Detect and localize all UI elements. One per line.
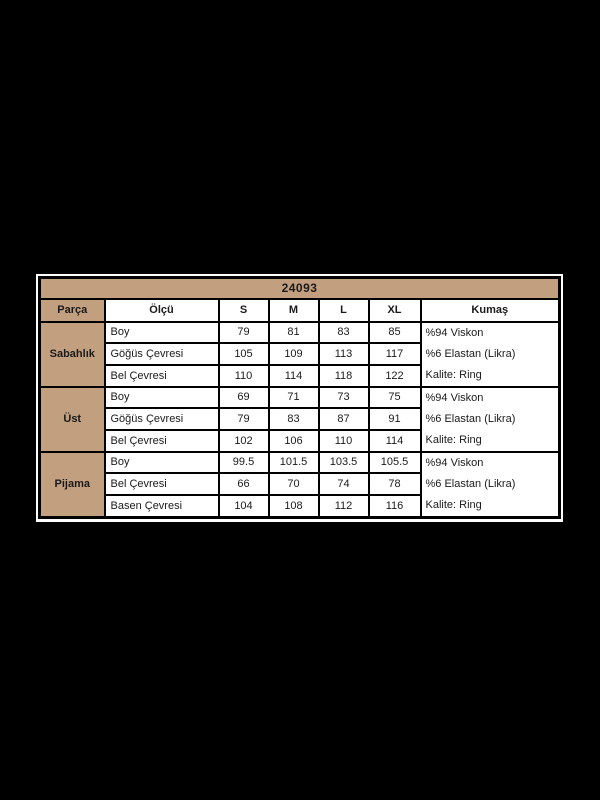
column-header-s: S <box>219 299 269 322</box>
measure-label: Basen Çevresi <box>105 495 219 517</box>
fabric-line-elastan: %6 Elastan (Likra) <box>425 347 516 360</box>
group-label-pijama: Pijama <box>40 452 105 518</box>
column-header-xl: XL <box>369 299 421 322</box>
size-value-xl: 91 <box>369 408 421 430</box>
size-value-l: 118 <box>319 365 369 387</box>
table-row <box>40 322 560 344</box>
size-chart-card <box>36 274 563 522</box>
measure-label: Bel Çevresi <box>105 365 219 387</box>
size-value-l: 113 <box>319 343 369 365</box>
fabric-line-kalite: Kalite: Ring <box>425 368 482 381</box>
column-header-m: M <box>269 299 319 322</box>
measure-label: Bel Çevresi <box>105 430 219 452</box>
measure-label: Göğüs Çevresi <box>105 408 219 430</box>
size-value-s: 79 <box>219 322 269 344</box>
column-header-parca: Parça <box>40 299 105 322</box>
measure-label: Boy <box>105 387 219 409</box>
column-header-kumas: Kumaş <box>421 299 560 322</box>
size-value-s: 66 <box>219 473 269 495</box>
fabric-info-cell <box>421 452 560 518</box>
measure-label: Bel Çevresi <box>105 473 219 495</box>
size-value-m: 114 <box>269 365 319 387</box>
size-chart-table <box>38 276 561 519</box>
fabric-line-viskon: %94 Viskon <box>425 326 484 339</box>
fabric-line-kalite: Kalite: Ring <box>425 433 482 446</box>
size-value-xl: 122 <box>369 365 421 387</box>
size-value-m: 81 <box>269 322 319 344</box>
measure-label: Boy <box>105 322 219 344</box>
size-value-s: 99.5 <box>219 452 269 474</box>
table-row <box>40 387 560 409</box>
size-value-l: 103.5 <box>319 452 369 474</box>
table-row <box>40 452 560 474</box>
fabric-line-viskon: %94 Viskon <box>425 391 484 404</box>
size-value-xl: 105.5 <box>369 452 421 474</box>
size-value-m: 83 <box>269 408 319 430</box>
size-value-l: 83 <box>319 322 369 344</box>
measure-label: Göğüs Çevresi <box>105 343 219 365</box>
fabric-line-kalite: Kalite: Ring <box>425 498 482 511</box>
size-value-m: 106 <box>269 430 319 452</box>
size-value-s: 110 <box>219 365 269 387</box>
size-value-s: 105 <box>219 343 269 365</box>
size-value-s: 104 <box>219 495 269 517</box>
size-value-l: 110 <box>319 430 369 452</box>
measure-label: Boy <box>105 452 219 474</box>
fabric-info-cell <box>421 322 560 387</box>
size-value-s: 79 <box>219 408 269 430</box>
column-header-l: L <box>319 299 369 322</box>
size-value-xl: 78 <box>369 473 421 495</box>
fabric-line-viskon: %94 Viskon <box>425 456 484 469</box>
size-value-xl: 114 <box>369 430 421 452</box>
size-value-m: 70 <box>269 473 319 495</box>
size-value-l: 73 <box>319 387 369 409</box>
size-value-m: 71 <box>269 387 319 409</box>
size-value-s: 69 <box>219 387 269 409</box>
fabric-info-cell <box>421 387 560 452</box>
group-label-ust: Üst <box>40 387 105 452</box>
size-value-m: 101.5 <box>269 452 319 474</box>
table-title: 24093 <box>40 278 560 299</box>
size-value-s: 102 <box>219 430 269 452</box>
group-label-sabahlik: Sabahlık <box>40 322 105 387</box>
size-value-m: 108 <box>269 495 319 517</box>
fabric-line-elastan: %6 Elastan (Likra) <box>425 477 516 490</box>
size-value-l: 112 <box>319 495 369 517</box>
size-value-xl: 116 <box>369 495 421 517</box>
size-value-l: 74 <box>319 473 369 495</box>
column-header-olcu: Ölçü <box>105 299 219 322</box>
size-value-xl: 117 <box>369 343 421 365</box>
size-value-xl: 85 <box>369 322 421 344</box>
size-value-m: 109 <box>269 343 319 365</box>
fabric-line-elastan: %6 Elastan (Likra) <box>425 412 516 425</box>
size-value-l: 87 <box>319 408 369 430</box>
size-value-xl: 75 <box>369 387 421 409</box>
